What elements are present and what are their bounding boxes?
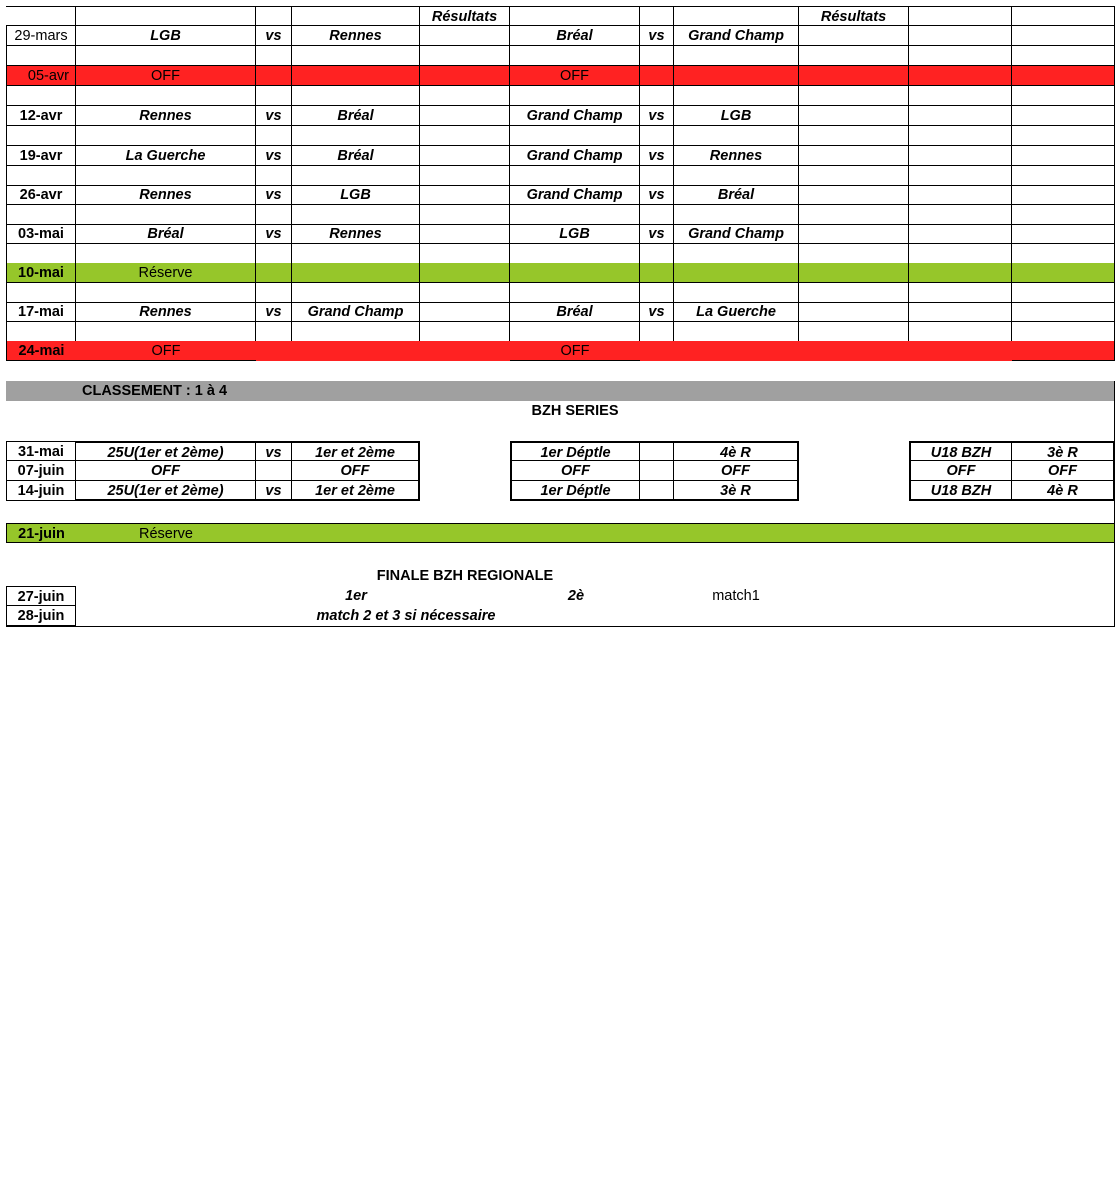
reserve-label: Réserve: [76, 523, 256, 543]
series-row: [6, 441, 1115, 461]
bottom-border: [6, 626, 1115, 627]
spacer-row: [6, 205, 1115, 225]
match-row: [6, 224, 1115, 244]
home-team: Bréal: [510, 302, 640, 322]
reserve-row: [6, 523, 1115, 543]
match-row: [6, 26, 1115, 46]
off-date: 24-mai: [6, 341, 76, 361]
reserve-label: Réserve: [76, 263, 256, 283]
match-date: 26-avr: [6, 185, 76, 205]
bzh-series-title: BZH SERIES: [531, 403, 619, 419]
home-team: Grand Champ: [510, 106, 640, 126]
home-team: Bréal: [510, 26, 640, 46]
results-header-2: Résultats: [799, 6, 909, 26]
right-border: [1114, 381, 1115, 627]
vs-label: vs: [256, 185, 292, 205]
series-date: 07-juin: [6, 461, 76, 481]
home-team: Rennes: [76, 106, 256, 126]
series-team: 25U(1er et 2ème): [76, 481, 256, 501]
away-team: La Guerche: [674, 302, 799, 322]
off-label: OFF: [510, 66, 640, 86]
result-cell: [420, 26, 510, 46]
result-cell: [799, 26, 909, 46]
off-label: OFF: [76, 66, 256, 86]
vs-label: vs: [256, 481, 292, 501]
home-team: Rennes: [76, 302, 256, 322]
spacer-row: [6, 166, 1115, 186]
series-team: OFF: [1012, 461, 1115, 481]
series-team: U18 BZH: [909, 481, 1012, 501]
away-team: Grand Champ: [292, 302, 420, 322]
match-row: [6, 106, 1115, 126]
classement-row: [6, 381, 1115, 401]
away-team: Rennes: [292, 224, 420, 244]
series-date: 14-juin: [6, 481, 76, 501]
header-row: [6, 6, 1115, 26]
away-team: Bréal: [674, 185, 799, 205]
vs-label: vs: [640, 224, 674, 244]
vs-label: vs: [256, 146, 292, 166]
series-team: OFF: [76, 461, 256, 481]
series-team: OFF: [674, 461, 799, 481]
away-team: LGB: [292, 185, 420, 205]
match-date: 29-mars: [6, 26, 76, 46]
off-label: OFF: [510, 341, 640, 361]
vs-label: vs: [640, 146, 674, 166]
home-team: Grand Champ: [510, 146, 640, 166]
series-team: 1er Déptle: [510, 441, 640, 461]
vs-label: vs: [640, 26, 674, 46]
finale-row: [6, 606, 1115, 626]
vs-label: vs: [256, 441, 292, 461]
spacer-row: [6, 46, 1115, 66]
series-team: OFF: [510, 461, 640, 481]
off-label: OFF: [76, 341, 256, 361]
match-row: [6, 146, 1115, 166]
finale-note: match 2 et 3 si nécessaire: [316, 608, 496, 624]
home-team: La Guerche: [76, 146, 256, 166]
home-team: LGB: [510, 224, 640, 244]
finale-title: FINALE BZH REGIONALE: [376, 568, 554, 584]
match-date: 17-mai: [6, 302, 76, 322]
spacer-row: [6, 126, 1115, 146]
away-team: Rennes: [674, 146, 799, 166]
series-team: 1er et 2ème: [292, 441, 420, 461]
results-header-1: Résultats: [420, 6, 510, 26]
finale-match1: match1: [712, 588, 760, 604]
away-team: Rennes: [292, 26, 420, 46]
series-team: OFF: [909, 461, 1012, 481]
reserve-row: [6, 263, 1115, 283]
away-team: Bréal: [292, 146, 420, 166]
home-team: LGB: [76, 26, 256, 46]
away-team: Grand Champ: [674, 224, 799, 244]
vs-label: vs: [256, 224, 292, 244]
away-team: Bréal: [292, 106, 420, 126]
spacer-row: [6, 244, 1115, 264]
vs-label: vs: [640, 185, 674, 205]
match-row: [6, 185, 1115, 205]
match-date: 19-avr: [6, 146, 76, 166]
match-date: 03-mai: [6, 224, 76, 244]
away-team: Grand Champ: [674, 26, 799, 46]
series-team: 25U(1er et 2ème): [76, 441, 256, 461]
off-date: 05-avr: [6, 66, 76, 86]
home-team: Bréal: [76, 224, 256, 244]
series-team: 4è R: [674, 441, 799, 461]
series-team: OFF: [292, 461, 420, 481]
series-row: [6, 461, 1115, 481]
spacer-row: [6, 283, 1115, 303]
classement-title: CLASSEMENT : 1 à 4: [82, 383, 228, 399]
finale-date: 27-juin: [6, 586, 76, 606]
vs-label: [256, 461, 292, 481]
away-team: LGB: [674, 106, 799, 126]
vs-label: vs: [640, 302, 674, 322]
series-team: 1er et 2ème: [292, 481, 420, 501]
finale-row: [6, 586, 1115, 606]
finale-first: 1er: [345, 588, 367, 604]
finale-date: 28-juin: [6, 606, 76, 626]
series-team: 3è R: [1012, 441, 1115, 461]
match-date: 12-avr: [6, 106, 76, 126]
series-team: 4è R: [1012, 481, 1115, 501]
finale-second: 2è: [567, 588, 585, 604]
spacer-row: [6, 86, 1115, 106]
series-team: 3è R: [674, 481, 799, 501]
vs-label: vs: [256, 302, 292, 322]
series-row: [6, 481, 1115, 501]
match-row: [6, 302, 1115, 322]
reserve-date: 10-mai: [6, 263, 76, 283]
home-team: Rennes: [76, 185, 256, 205]
series-date: 31-mai: [6, 441, 76, 461]
series-team: U18 BZH: [909, 441, 1012, 461]
off-row: [6, 66, 1115, 86]
home-team: Grand Champ: [510, 185, 640, 205]
vs-label: vs: [256, 106, 292, 126]
vs-label: vs: [640, 106, 674, 126]
spacer-row: [6, 322, 1115, 342]
series-team: 1er Déptle: [510, 481, 640, 501]
reserve-date: 21-juin: [6, 523, 76, 543]
off-row: [6, 341, 1115, 361]
vs-label: vs: [256, 26, 292, 46]
